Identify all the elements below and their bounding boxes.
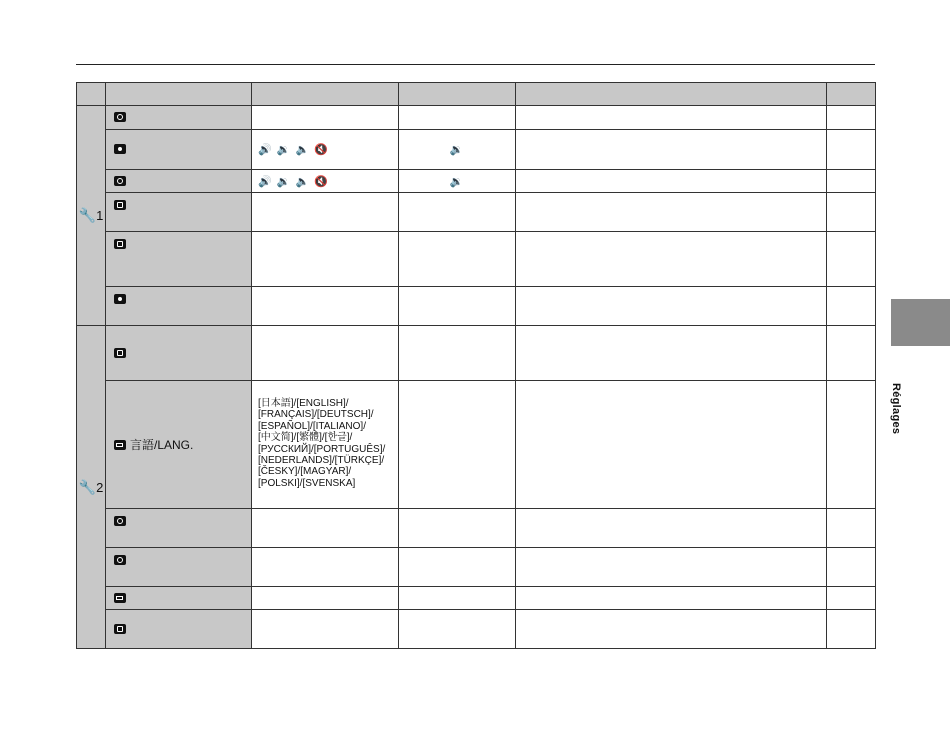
camera-icon bbox=[114, 516, 126, 526]
table-row bbox=[77, 170, 876, 193]
options-cell bbox=[252, 106, 399, 130]
description-cell bbox=[516, 287, 827, 326]
table-row bbox=[77, 232, 876, 287]
page-cell bbox=[827, 130, 876, 170]
options-cell bbox=[252, 326, 399, 381]
sun-icon bbox=[114, 294, 126, 304]
menu-item-info bbox=[106, 610, 252, 649]
default-cell bbox=[399, 587, 516, 610]
menu-item-operation-volume bbox=[106, 130, 252, 170]
description-cell bbox=[516, 130, 827, 170]
default-cell bbox=[399, 610, 516, 649]
shutter-volume-icon bbox=[114, 176, 126, 186]
menu-item-frame bbox=[106, 326, 252, 381]
description-cell bbox=[516, 170, 827, 193]
group-label-1: 🔧1 bbox=[77, 106, 106, 326]
language-line: [日本語]/[ENGLISH]/ bbox=[258, 397, 349, 409]
language-line: [FRANÇAIS]/[DEUTSCH]/ bbox=[258, 409, 374, 421]
header-cell bbox=[516, 83, 827, 106]
options-cell bbox=[252, 587, 399, 610]
wrench-icon: 🔧 bbox=[78, 207, 97, 223]
header-cell bbox=[106, 83, 252, 106]
description-cell bbox=[516, 106, 827, 130]
language-line: [NEDERLANDS]/[TÜRKÇE]/ bbox=[258, 454, 385, 466]
top-rule bbox=[76, 64, 875, 65]
page-cell bbox=[827, 287, 876, 326]
description-cell bbox=[516, 381, 827, 509]
page-cell bbox=[827, 232, 876, 287]
description-cell bbox=[516, 548, 827, 587]
options-cell bbox=[252, 509, 399, 548]
table-row bbox=[77, 548, 876, 587]
card-icon bbox=[114, 593, 126, 603]
page-cell bbox=[827, 509, 876, 548]
table-row bbox=[77, 193, 876, 232]
language-line: [ČESKY]/[MAGYAR]/ bbox=[258, 466, 352, 478]
options-cell: 🔊 🔉 🔈 🔇 bbox=[252, 170, 399, 193]
info-icon bbox=[114, 624, 126, 634]
options-cell bbox=[252, 232, 399, 287]
description-cell bbox=[516, 326, 827, 381]
menu-item-playback-volume bbox=[106, 193, 252, 232]
menu-label-language: 言語/LANG. bbox=[130, 438, 194, 452]
menu-item-shutter-volume bbox=[106, 170, 252, 193]
page-cell bbox=[827, 326, 876, 381]
menu-item-lcd-brightness bbox=[106, 232, 252, 287]
language-icon bbox=[114, 440, 126, 450]
section-label: Réglages bbox=[890, 383, 902, 435]
table-row bbox=[77, 287, 876, 326]
description-cell bbox=[516, 232, 827, 287]
menu-item-language bbox=[106, 381, 252, 509]
clock-icon bbox=[114, 112, 126, 122]
frame-icon bbox=[114, 348, 126, 358]
options-cell bbox=[252, 610, 399, 649]
default-cell bbox=[399, 193, 516, 232]
description-cell bbox=[516, 610, 827, 649]
page-cell bbox=[827, 193, 876, 232]
page-cell bbox=[827, 587, 876, 610]
timer-icon bbox=[114, 555, 126, 565]
table-row bbox=[77, 509, 876, 548]
lcd-brightness-icon bbox=[114, 239, 126, 249]
default-cell bbox=[399, 106, 516, 130]
menu-item-camera bbox=[106, 509, 252, 548]
group-label-2: 🔧2 bbox=[77, 326, 106, 649]
language-line: [ESPAÑOL]/[ITALIANO]/ bbox=[258, 420, 366, 432]
language-options bbox=[252, 381, 399, 509]
default-cell: 🔉 bbox=[399, 130, 516, 170]
default-cell bbox=[399, 381, 516, 509]
options-cell: 🔊 🔉 🔈 🔇 bbox=[252, 130, 399, 170]
menu-item-clock bbox=[106, 106, 252, 130]
header-cell bbox=[827, 83, 876, 106]
header-cell bbox=[399, 83, 516, 106]
page-cell bbox=[827, 381, 876, 509]
description-cell bbox=[516, 509, 827, 548]
table-row bbox=[77, 326, 876, 381]
table-header bbox=[77, 83, 876, 106]
page-cell bbox=[827, 610, 876, 649]
volume-dots-icon bbox=[114, 144, 126, 154]
options-cell bbox=[252, 193, 399, 232]
table-row bbox=[77, 130, 876, 170]
speaker-icon bbox=[114, 200, 126, 210]
description-cell bbox=[516, 587, 827, 610]
options-cell bbox=[252, 287, 399, 326]
language-line: [РУССКИЙ]/[PORTUGUÊS]/ bbox=[258, 443, 386, 455]
default-cell bbox=[399, 287, 516, 326]
default-cell bbox=[399, 326, 516, 381]
page-cell bbox=[827, 548, 876, 587]
default-cell bbox=[399, 548, 516, 587]
wrench-icon: 🔧 bbox=[78, 478, 97, 495]
table-row bbox=[77, 106, 876, 130]
header-cell bbox=[252, 83, 399, 106]
default-cell: 🔉 bbox=[399, 170, 516, 193]
setup-menu-table bbox=[76, 82, 876, 649]
default-cell bbox=[399, 509, 516, 548]
menu-item-timer bbox=[106, 548, 252, 587]
section-tab bbox=[891, 299, 950, 346]
options-cell bbox=[252, 548, 399, 587]
page-cell bbox=[827, 106, 876, 130]
table-row bbox=[77, 610, 876, 649]
header-cell bbox=[77, 83, 106, 106]
table-row bbox=[77, 381, 876, 509]
language-line: [POLSKI]/[SVENSKA] bbox=[258, 477, 356, 489]
menu-item-card bbox=[106, 587, 252, 610]
table-row bbox=[77, 587, 876, 610]
menu-item-brightness bbox=[106, 287, 252, 326]
description-cell bbox=[516, 193, 827, 232]
page-cell bbox=[827, 170, 876, 193]
language-line: [中文简]/[繁體]/[한글]/ bbox=[258, 432, 353, 444]
default-cell bbox=[399, 232, 516, 287]
